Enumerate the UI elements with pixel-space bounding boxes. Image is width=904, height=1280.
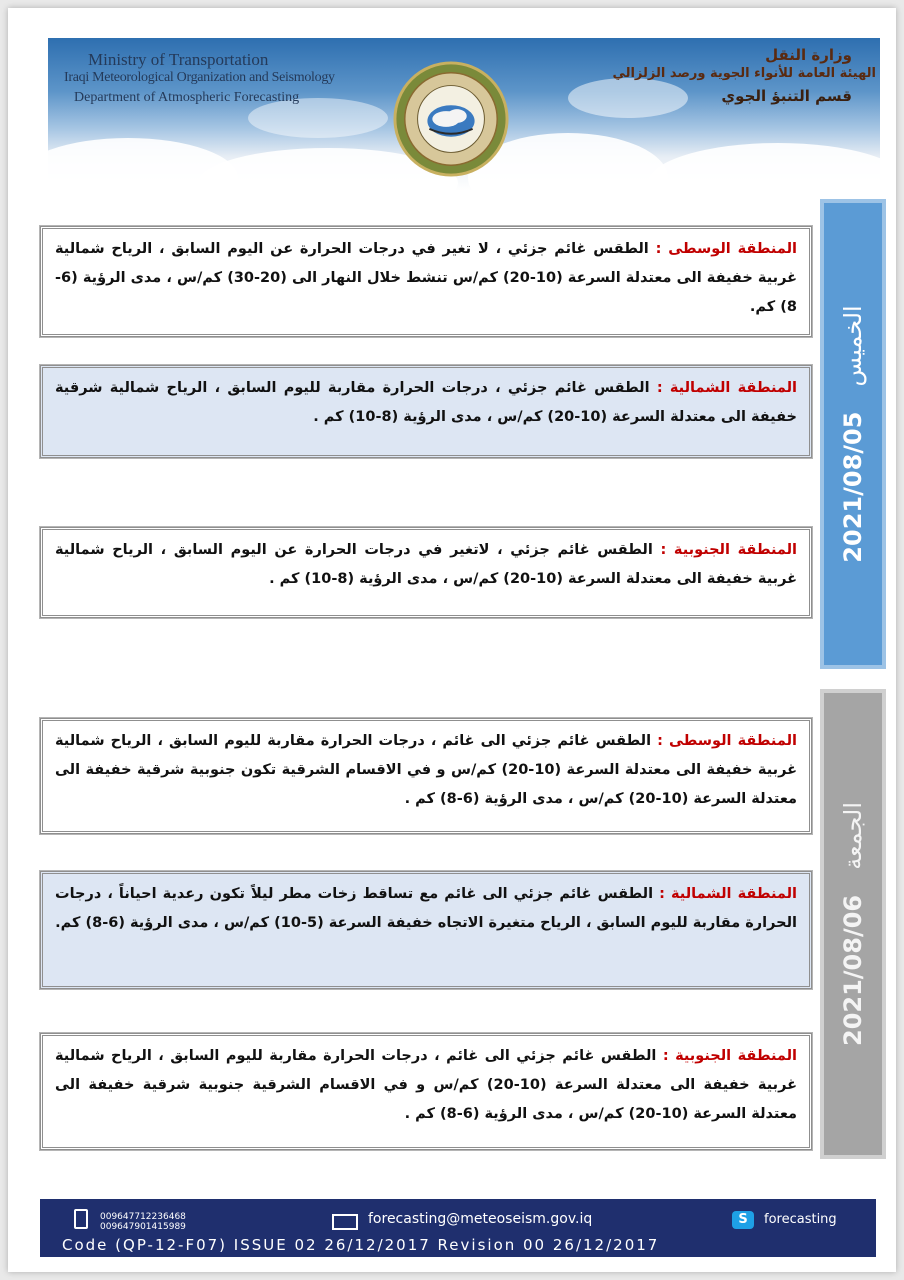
- ministry-name-ar: وزارة النقل: [765, 46, 852, 64]
- email-address: forecasting@meteoseism.gov.iq: [368, 1211, 593, 1227]
- department-name-en: Department of Atmospheric Forecasting: [74, 90, 300, 105]
- organization-logo-icon: [392, 60, 510, 178]
- day1-date-bar: [820, 199, 886, 669]
- forecast-day2-north: [40, 871, 812, 989]
- header-english: [48, 50, 368, 106]
- phone-1: 009647712236468: [100, 1212, 186, 1222]
- day1-name: الخميس: [839, 305, 867, 387]
- day2-date-label: [839, 802, 867, 1046]
- skype-handle: forecasting: [764, 1212, 837, 1227]
- forecast-day1-south: [40, 527, 812, 618]
- phone-2: 009647901415989: [100, 1222, 186, 1232]
- region-label: المنطقة الوسطى :: [655, 241, 797, 257]
- header-arabic: [612, 46, 876, 105]
- region-label: المنطقة الشمالية :: [659, 886, 797, 902]
- region-label: المنطقة الجنوبية :: [660, 542, 798, 558]
- forecast-text: الطقس غائم جزئي الى غائم ، درجات الحرارة مقاربة لليوم السابق ، الرياح شمالية غربية خفيفة الى معتدلة السرعة (10-20) كم/س و في الاقسام الشرقية جنوبية شرقية خفيفة الى معتدلة السرعة (10-20) كم/س ، مدى الرؤية (6-8) كم .: [55, 1048, 797, 1122]
- forecast-day1-central: [40, 226, 812, 337]
- forecast-text: الطقس غائم جزئي الى غائم ، درجات الحرارة مقاربة لليوم السابق ، الرياح شمالية غربية خفيفة الى معتدلة السرعة (10-20) كم/س و في الاقسام الشرقية تكون جنوبية شرقية خفيفة الى معتدلة السرعة (10-20) كم/س ، مدى الرؤية (6-8) كم .: [55, 733, 797, 807]
- forecast-day1-north: [40, 365, 812, 458]
- forecast-text: الطقس غائم جزئي ، درجات الحرارة مقاربة لليوم السابق ، الرياح شمالية شرقية خفيفة الى معتدلة السرعة (10-20) كم/س ، مدى الرؤية (8-10) كم .: [55, 380, 797, 425]
- document-code: Code (QP-12-F07) ISSUE 02 26/12/2017 Revision 00 26/12/2017: [62, 1236, 660, 1254]
- day1-date: 2021/08/05: [839, 411, 867, 563]
- mail-icon: [332, 1214, 358, 1230]
- header-banner: [48, 38, 880, 191]
- forecast-text: الطقس غائم جزئي ، لا تغير في درجات الحرارة عن اليوم السابق ، الرياح شمالية غربية خفيفة الى معتدلة السرعة (10-20) كم/س تنشط خلال النهار الى (20-30) كم/س ، مدى الرؤية (6-8) كم.: [55, 241, 797, 315]
- day1-date-label: [839, 305, 867, 562]
- organization-name-ar: الهيئة العامة للأنواء الجوية ورصد الزلزالي: [612, 66, 876, 81]
- forecast-day2-south: [40, 1033, 812, 1150]
- ministry-name-en: Ministry of Transportation: [88, 50, 269, 69]
- skype-icon: S: [732, 1211, 754, 1229]
- day2-date: 2021/08/06: [839, 894, 867, 1046]
- day2-name: الجمعة: [839, 802, 867, 870]
- department-name-ar: قسم التنبؤ الجوي: [721, 87, 852, 105]
- region-label: المنطقة الشمالية :: [656, 380, 798, 396]
- phone-icon: [74, 1209, 88, 1229]
- organization-name-en: Iraqi Meteorological Organization and Seismology: [64, 70, 335, 85]
- phone-numbers: [100, 1212, 186, 1232]
- footer-bar: [40, 1199, 876, 1257]
- region-label: المنطقة الوسطى :: [657, 733, 797, 749]
- forecast-text: الطقس غائم جزئي ، لاتغير في درجات الحرارة عن اليوم السابق ، الرياح شمالية غربية خفيفة الى معتدلة السرعة (10-20) كم/س ، مدى الرؤية (8-10) كم .: [55, 542, 797, 587]
- day2-date-bar: [820, 689, 886, 1159]
- forecast-day2-central: [40, 718, 812, 834]
- forecast-text: الطقس غائم جزئي الى غائم مع تساقط زخات مطر ليلاً تكون رعدية احياناً ، درجات الحرارة مقاربة لليوم السابق ، الرياح متغيرة الاتجاه خفيفة السرعة (5-10) كم/س ، مدى الرؤية (6-8) كم.: [55, 886, 797, 931]
- region-label: المنطقة الجنوبية :: [662, 1048, 797, 1064]
